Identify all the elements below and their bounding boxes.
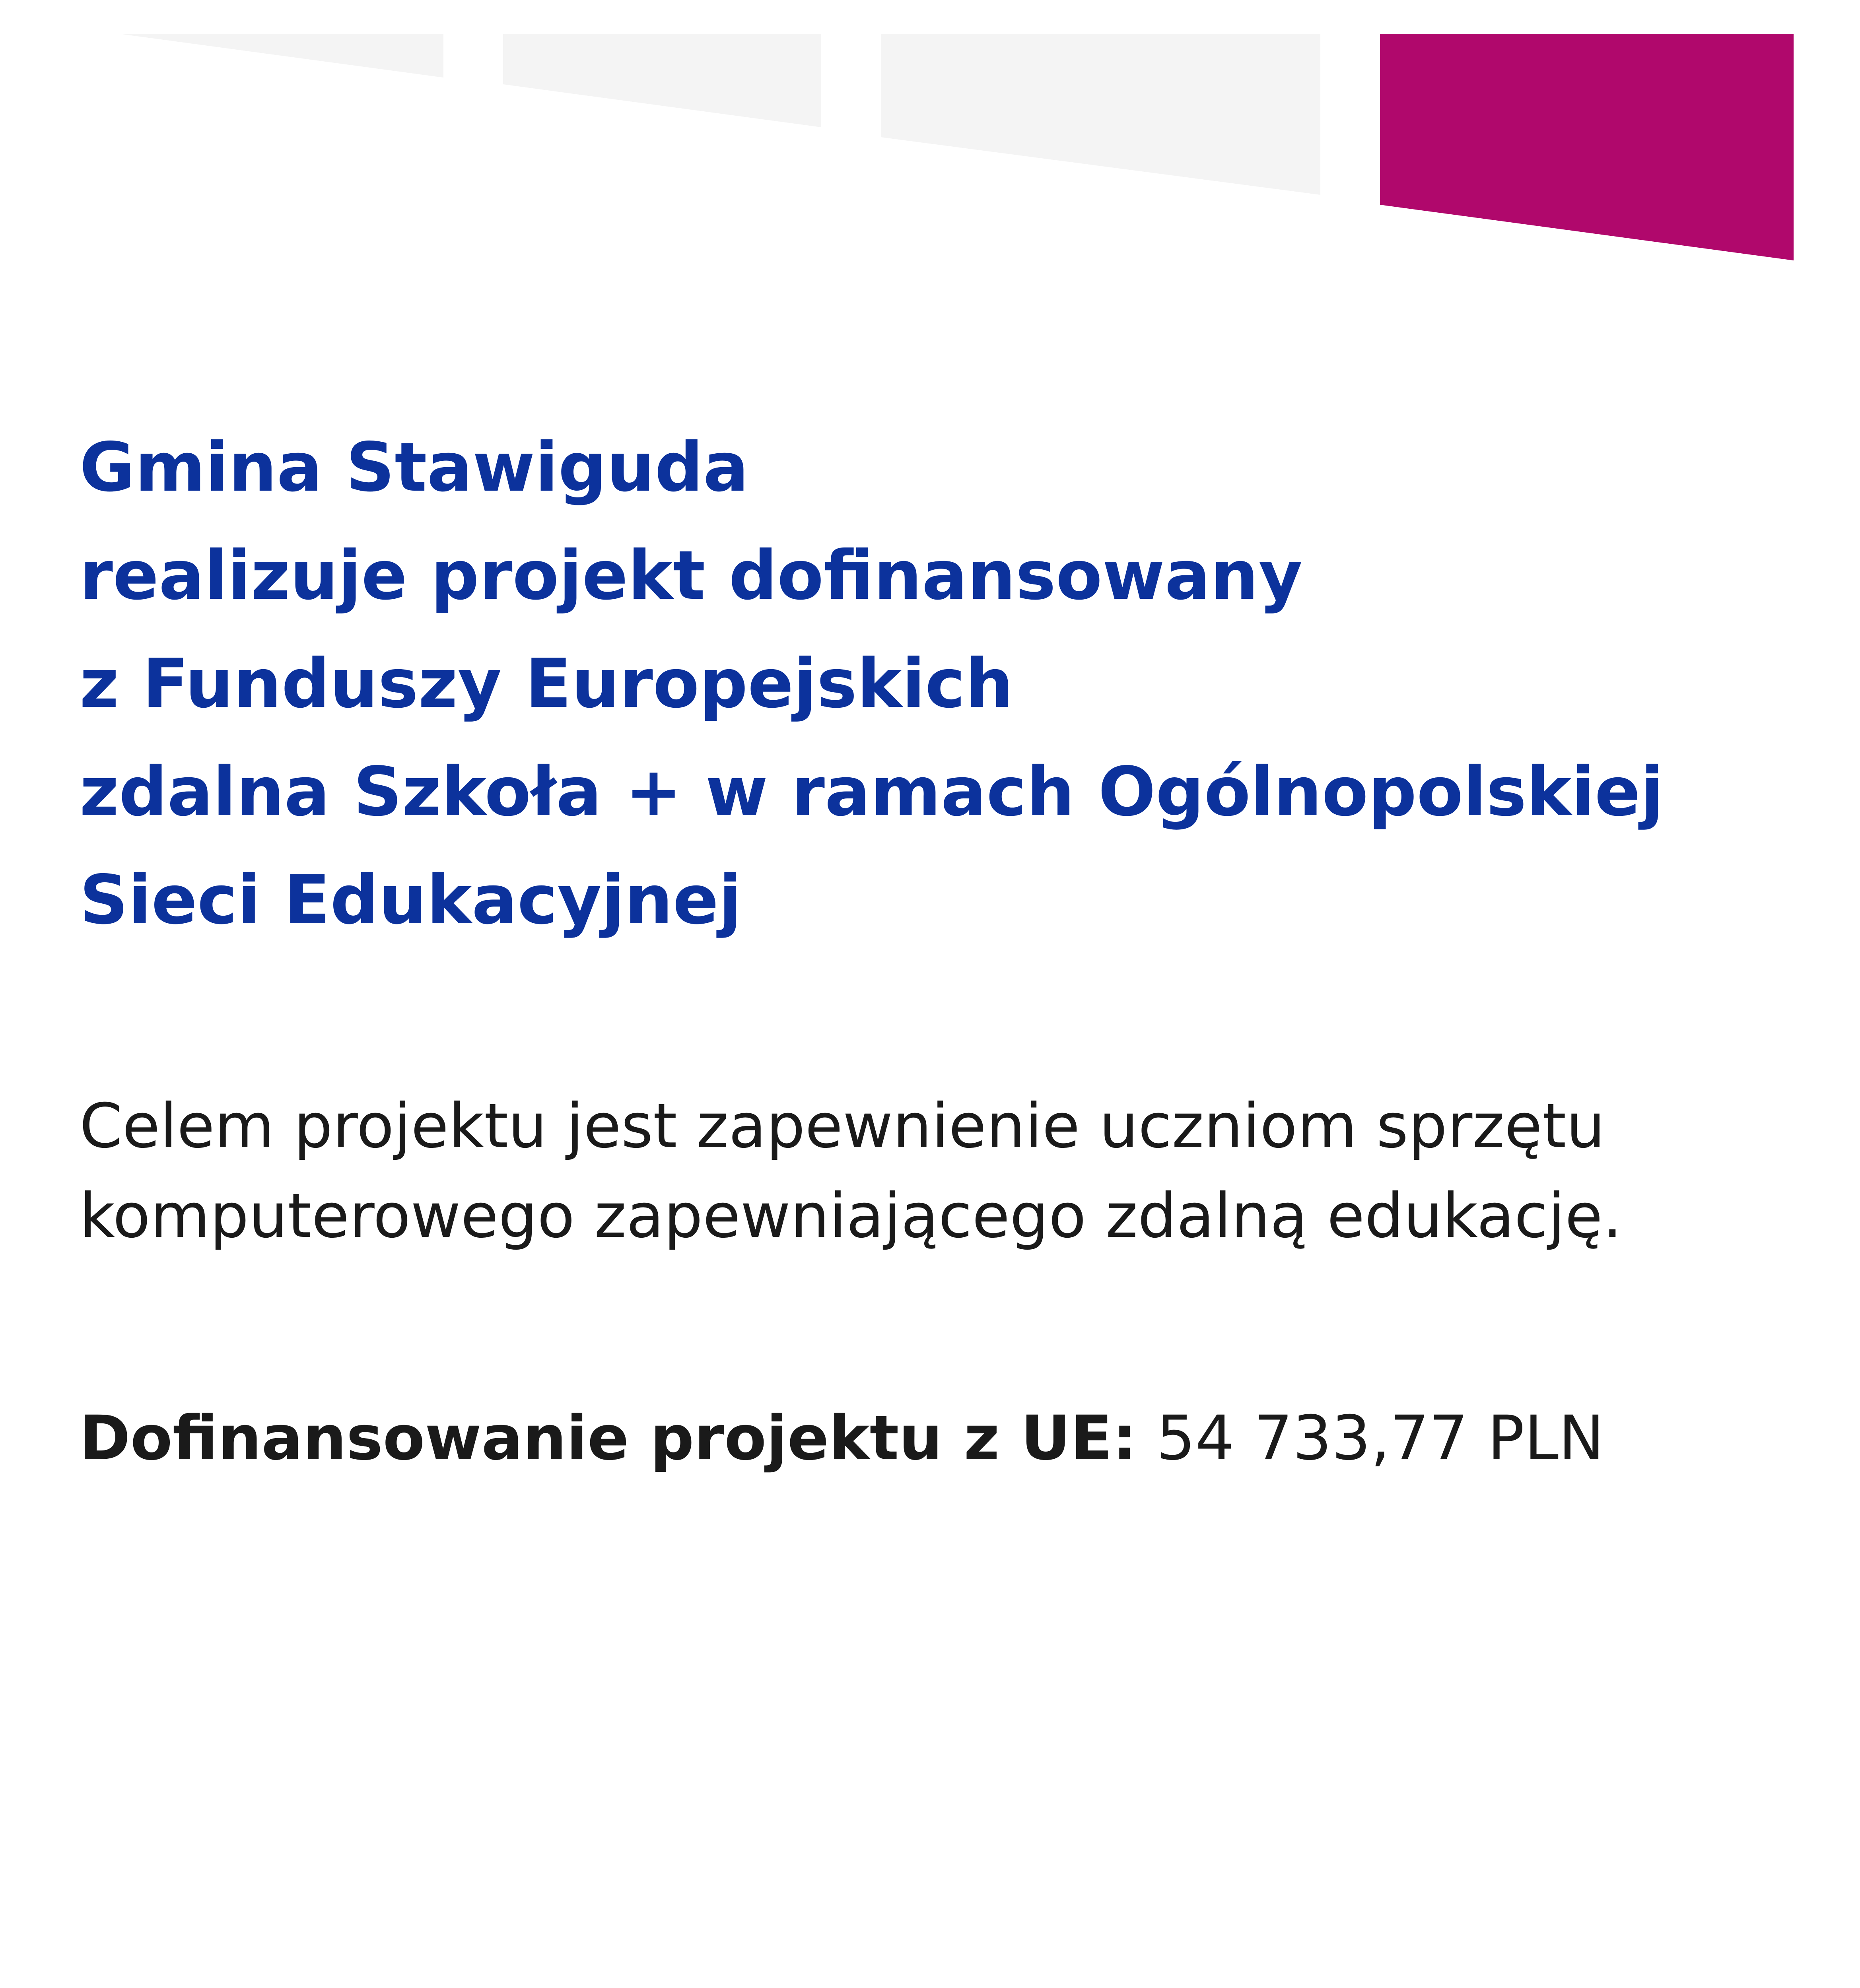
top-decoration <box>0 0 1860 278</box>
project-description <box>80 1081 1790 1261</box>
top-magenta-strip <box>1380 34 1794 260</box>
project-title <box>80 414 1790 954</box>
title-line: Sieci Edukacyjnej <box>80 861 742 940</box>
funding-amount <box>80 1394 1790 1483</box>
funding-label: Dofinansowanie projektu z UE: <box>80 1403 1137 1474</box>
title-line: realizuje projekt dofinansowany <box>80 536 1303 615</box>
top-gray-strip-3 <box>881 34 1320 195</box>
top-gray-strip-1 <box>119 34 443 78</box>
title-line: zdalna Szkoła + w ramach Ogólnopolskiej <box>80 753 1664 831</box>
top-gray-strip-2 <box>503 34 821 127</box>
funding-value: 54 733,77 PLN <box>1156 1403 1605 1474</box>
description-line: komputerowego zapewniającego zdalną edukację. <box>80 1180 1622 1252</box>
description-line: Celem projektu jest zapewnienie uczniom sprzętu <box>80 1091 1605 1162</box>
title-line: z Funduszy Europejskich <box>80 645 1014 723</box>
title-line: Gmina Stawiguda <box>80 428 749 507</box>
